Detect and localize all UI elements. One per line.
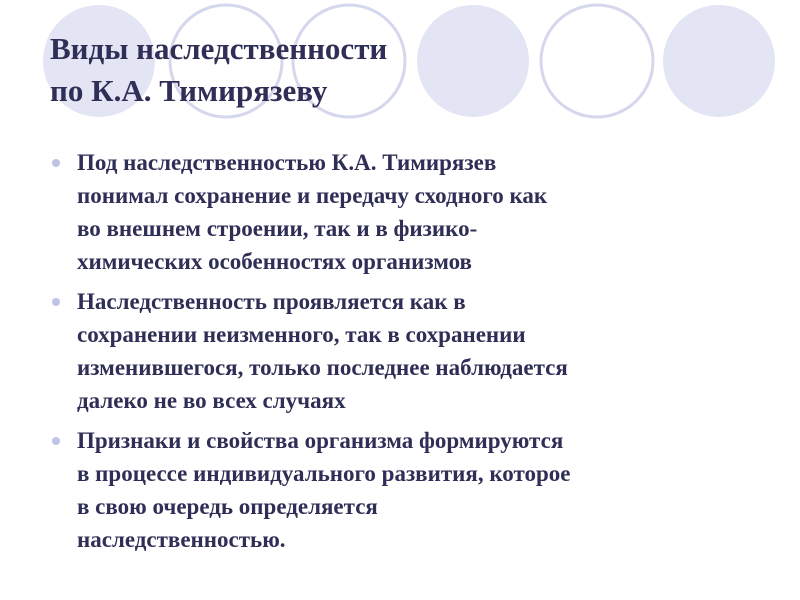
slide-title-line-1: Виды наследственности <box>50 31 388 66</box>
bullet-item-2 <box>50 285 770 417</box>
slide-title <box>50 28 530 112</box>
bullet-dot-icon <box>52 298 60 306</box>
bullet-dot-icon <box>52 437 60 445</box>
decor-circle-filled-right <box>663 5 775 117</box>
slide-title-line-2: по К.А. Тимирязеву <box>50 73 328 108</box>
bullet-text: Признаки и свойства организма формируются в процессе индивидуального развития, которое в свою очередь определяется наследственностью. <box>77 428 571 552</box>
bullet-text: Наследственность проявляется как в сохранении неизменного, так в сохранении изменившегося, только последнее наблюдается далеко не во всех случаях <box>77 289 568 413</box>
bullet-item-1 <box>50 146 770 278</box>
bullet-text: Под наследственностью К.А. Тимирязев понимал сохранение и передачу сходного как во внешнем строении, так и в физико- химических особенностях организмов <box>77 150 548 274</box>
bullet-list <box>50 146 770 563</box>
bullet-item-3 <box>50 424 770 556</box>
bullet-dot-icon <box>52 159 60 167</box>
decor-circle-outline-3 <box>541 5 653 117</box>
